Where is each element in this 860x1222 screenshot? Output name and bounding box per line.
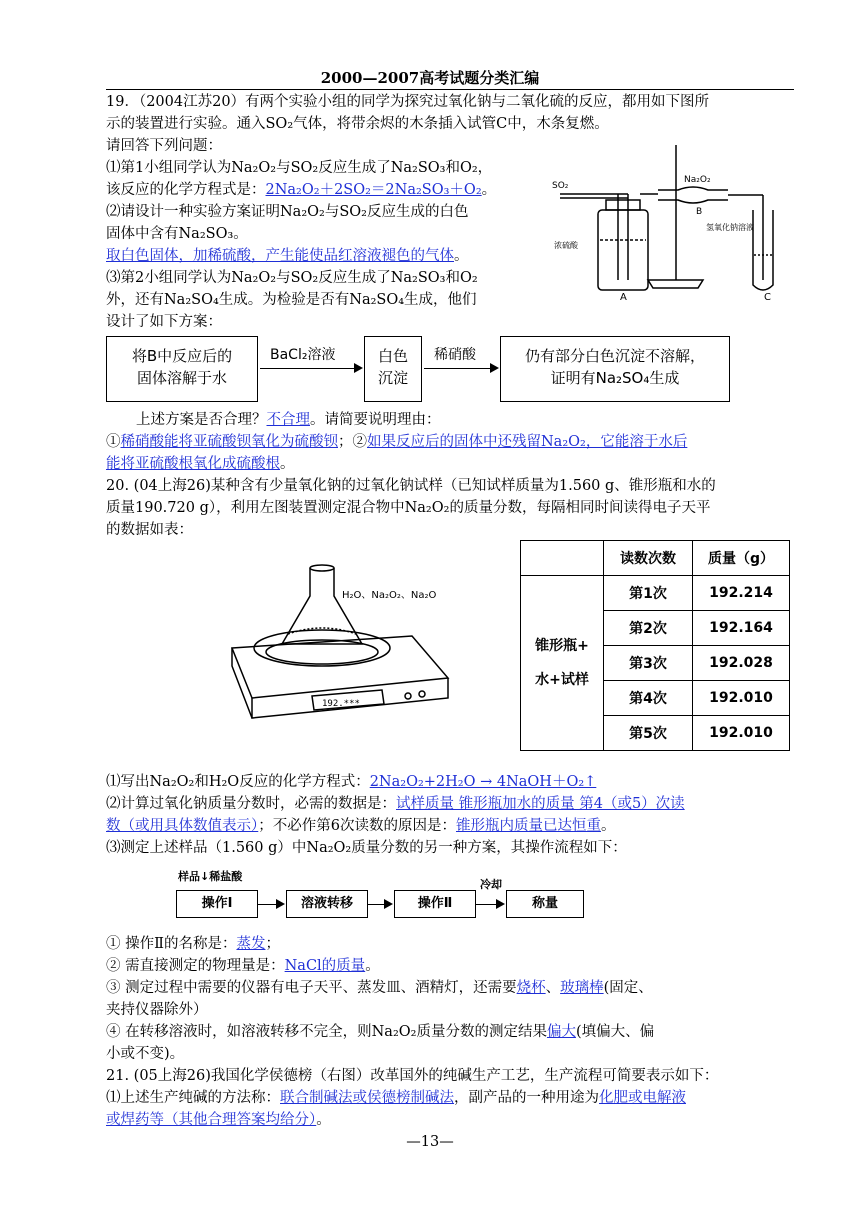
table-cell-mass: 192.010	[693, 716, 790, 751]
page-title: 2000—2007高考试题分类汇编	[320, 69, 540, 87]
flow-arrow1-head	[354, 363, 363, 373]
table-cell-count: 第3次	[604, 646, 693, 681]
flow2-box-transfer: 溶液转移	[286, 890, 368, 918]
q20-sub3-line1	[106, 978, 653, 998]
q21-part1-label: ⑴上述生产纯碱的方法称：	[106, 1090, 280, 1106]
q20-part1-answer: 2Na₂O₂+2H₂O → 4NaOH＋O₂↑	[369, 774, 597, 790]
flow-box-dissolve	[106, 336, 258, 402]
q20-sub2-answer: NaCl的质量	[284, 958, 366, 974]
flow2-top-label: 样品↓稀盐酸	[178, 870, 243, 883]
q20-part3: ⑶测定上述样品（1.560 g）中Na₂O₂质量分数的另一种方案，其操作流程如下：	[106, 840, 627, 856]
q20-sub3-mid: 、	[545, 980, 561, 996]
q21-part1-line1	[106, 1088, 686, 1108]
flow2-box-weigh: 称量	[506, 890, 584, 918]
q20-sub3-label: ③ 测定过程中需要的仪器有电子天平、蒸发皿、酒精灯，还需要	[106, 980, 517, 996]
flow2-arrow1	[258, 904, 276, 905]
apparatus-label-a: A	[620, 292, 627, 300]
table-corner	[521, 541, 604, 576]
table-cell-count: 第2次	[604, 611, 693, 646]
q20-sub4-label: ④ 在转移溶液时，如溶液转移不完全，则Na₂O₂质量分数的测定结果	[106, 1024, 547, 1040]
header-rule	[106, 89, 794, 90]
q19-part3-line2: 外，还有Na₂SO₄生成。为检验是否有Na₂SO₄生成，他们	[106, 292, 477, 308]
flow2-arrow-label: 冷却	[480, 878, 502, 891]
flow-arrow1	[260, 368, 354, 369]
table-cell-count: 第5次	[604, 716, 693, 751]
q19-part1-end: 。	[481, 182, 497, 198]
q20-sub2-end: 。	[365, 958, 380, 974]
q20-part1-label: ⑴写出Na₂O₂和H₂O反应的化学方程式：	[106, 774, 370, 790]
table-row-label-line1: 锥形瓶+	[535, 638, 589, 654]
q20-sub2-label: ② 需直接测定的物理量是：	[106, 958, 285, 974]
q19-reason-line2	[106, 454, 295, 474]
flow2-arrow2-head	[384, 899, 393, 909]
q20-sub4-answer: 偏大	[546, 1024, 576, 1040]
apparatus-label-so2: SO₂	[552, 181, 569, 191]
q19-part3-line1: ⑶第2小组同学认为Na₂O₂与SO₂反应生成了Na₂SO₃和O₂	[106, 270, 478, 286]
table-cell-mass: 192.010	[693, 681, 790, 716]
balance-diagram	[212, 548, 452, 748]
q19-part1-label: 该反应的化学方程式是：	[106, 182, 266, 198]
table-cell-count: 第4次	[604, 681, 693, 716]
q20-sub3-end: (固定、	[603, 980, 653, 996]
flask-contents-label: H₂O、Na₂O₂、Na₂O	[342, 590, 437, 601]
q20-sub4-line2: 小或不变)。	[106, 1046, 185, 1062]
flow-arrow2-head	[490, 363, 499, 373]
flow-box-precipitate	[364, 336, 422, 402]
q19-reason-line1	[106, 432, 687, 452]
q20-part2-answer3: 锥形瓶内质量已达恒重	[455, 818, 601, 834]
q20-sub1-answer: 蒸发	[236, 936, 266, 952]
q19-part2-answer-line	[106, 246, 469, 266]
q20-sub1	[106, 934, 280, 954]
apparatus-label-right: 氢氧化钠溶液	[706, 223, 754, 232]
q20-sub3-answer: 烧杯	[516, 980, 546, 996]
apparatus-label-na2o2: Na₂O₂	[684, 175, 711, 185]
q20-part2-label: ⑵计算过氧化钠质量分数时，必需的数据是：	[106, 796, 396, 812]
table-header-count: 读数次数	[604, 541, 693, 576]
q21-part1-answer2: 化肥或电解液	[599, 1090, 686, 1106]
q19-reason-prefix: ①	[106, 434, 121, 450]
flow2-arrow1-head	[276, 899, 285, 909]
flow2-arrow3	[476, 904, 496, 905]
flow-box-conclusion-line1: 仍有部分白色沉淀不溶解，	[524, 347, 705, 365]
page-number: —13—	[406, 1134, 454, 1150]
table-cell-count: 第1次	[604, 576, 693, 611]
flow-box-precipitate-line2: 沉淀	[377, 369, 408, 387]
q20-sub1-label: ① 操作Ⅱ的名称是：	[106, 936, 237, 952]
q19-intro-line2: 示的装置进行实验。通入SO₂气体，将带余烬的木条插入试管C中，木条复燃。	[106, 116, 609, 132]
flow-box-precipitate-line1: 白色	[377, 347, 408, 365]
q20-sub3-answer2: 玻璃棒	[560, 980, 604, 996]
q21-part1-answer3: 或焊药等（其他合理答案均给分）	[106, 1112, 317, 1128]
table-cell-mass: 192.028	[693, 646, 790, 681]
table-row-label-line2: 水+试样	[535, 672, 589, 688]
q19-reason-q1: 上述方案是否合理？	[136, 412, 267, 428]
table-row-label	[521, 576, 604, 751]
q19-part1-answer: 2Na₂O₂＋2SO₂＝2Na₂SO₃＋O₂	[265, 182, 482, 198]
q21-part1-answer: 联合制碱法或侯德榜制碱法	[280, 1090, 454, 1106]
flow-box-dissolve-line2: 固体溶解于水	[136, 369, 227, 387]
q19-reason-answer3: 能将亚硫酸根氧化成硫酸根	[106, 456, 280, 472]
q19-part2-answer: 取白色固体，加稀硫酸，产生能使品红溶液褪色的气体	[106, 248, 454, 264]
q19-intro-line1: 19．（2004江苏20）有两个实验小组的同学为探究过氧化钠与二氧化硫的反应，都用如下图所	[106, 94, 710, 110]
balance-display-value: 192.***	[322, 699, 360, 709]
q20-sub2	[106, 956, 380, 976]
table-header-mass: 质量（g）	[693, 541, 790, 576]
q19-part2-end: 。	[454, 248, 469, 264]
q19-reason-end: 。	[280, 456, 295, 472]
q19-prompt: 请回答下列问题：	[106, 138, 222, 154]
q20-part2-answer2: 数（或用具体数值表示）	[106, 818, 259, 834]
q21-part1-line2	[106, 1110, 331, 1130]
reading-table	[520, 540, 790, 751]
q19-reason-question	[136, 410, 441, 430]
q19-part2-line2: 固体中含有Na₂SO₃。	[106, 226, 248, 242]
flow2-arrow2	[368, 904, 384, 905]
table-cell-mass: 192.214	[693, 576, 790, 611]
q19-reason-answer1: 稀硝酸能将亚硫酸钡氧化为硫酸钡	[120, 434, 338, 450]
q21-part1-end: 。	[316, 1112, 331, 1128]
q20-sub1-end: ；	[265, 936, 280, 952]
apparatus-label-left: 浓硫酸	[554, 241, 578, 250]
q20-part2-end: 。	[600, 818, 616, 834]
q19-part1-line1: ⑴第1小组同学认为Na₂O₂与SO₂反应生成了Na₂SO₃和O₂，	[106, 160, 493, 176]
q20-part2-line2	[106, 816, 615, 836]
flow2-box-op1: 操作Ⅰ	[176, 890, 258, 918]
q20-part1	[106, 772, 596, 792]
flow-box-dissolve-line1: 将B中反应后的	[131, 347, 233, 365]
q20-line3: 的数据如表：	[106, 522, 193, 538]
flow-arrow1-label: BaCl₂溶液	[270, 347, 336, 363]
flow-arrow2	[424, 368, 490, 369]
q19-reason-answer: 不合理	[266, 412, 310, 428]
q19-part1-line2	[106, 180, 496, 200]
apparatus-label-c: C	[764, 292, 771, 300]
flow2-arrow3-head	[496, 899, 505, 909]
q19-part3-line3: 设计了如下方案：	[106, 314, 222, 330]
q19-reason-q2: 。请简要说明理由：	[310, 412, 441, 428]
q20-sub4-line1	[106, 1022, 654, 1042]
flow-box-conclusion-line2: 证明有Na₂SO₄生成	[550, 369, 680, 387]
q19-reason-answer2: 如果反应后的固体中还残留Na₂O₂，它能溶于水后	[367, 434, 688, 450]
q19-reason-mid: ；②	[338, 434, 367, 450]
flow-box-conclusion	[500, 336, 730, 402]
table-cell-mass: 192.164	[693, 611, 790, 646]
q20-part2-line1	[106, 794, 685, 814]
q19-part2-line1: ⑵请设计一种实验方案证明Na₂O₂与SO₂反应生成的白色	[106, 204, 469, 220]
table-row	[521, 576, 790, 611]
q20-sub3-line2: 夹持仪器除外）	[106, 1002, 208, 1018]
q20-line2: 质量190.720 g），利用左图装置测定混合物中Na₂O₂的质量分数，每隔相同时间读得电子天平	[106, 500, 711, 516]
q20-part2-answer: 试样质量 锥形瓶加水的质量 第4（或5）次读	[396, 796, 685, 812]
q20-sub4-end: (填偏大、偏	[575, 1024, 655, 1040]
q21-line1: 21. (05上海26)我国化学侯德榜（右图）改革国外的纯碱生产工艺，生产流程可简要表示如下：	[106, 1068, 719, 1084]
flow-arrow2-label: 稀硝酸	[434, 347, 476, 363]
table-header-row	[521, 541, 790, 576]
flow2-box-op2: 操作Ⅱ	[394, 890, 476, 918]
q20-part2-mid: ；不必作第6次读数的原因是：	[258, 818, 456, 834]
apparatus-diagram	[548, 140, 798, 300]
q21-part1-mid: ，副产品的一种用途为	[454, 1090, 599, 1106]
q20-line1: 20. (04上海26)某种含有少量氧化钠的过氧化钠试样（已知试样质量为1.560 g、锥形瓶和水的	[106, 478, 716, 494]
apparatus-label-b: B	[696, 207, 703, 217]
